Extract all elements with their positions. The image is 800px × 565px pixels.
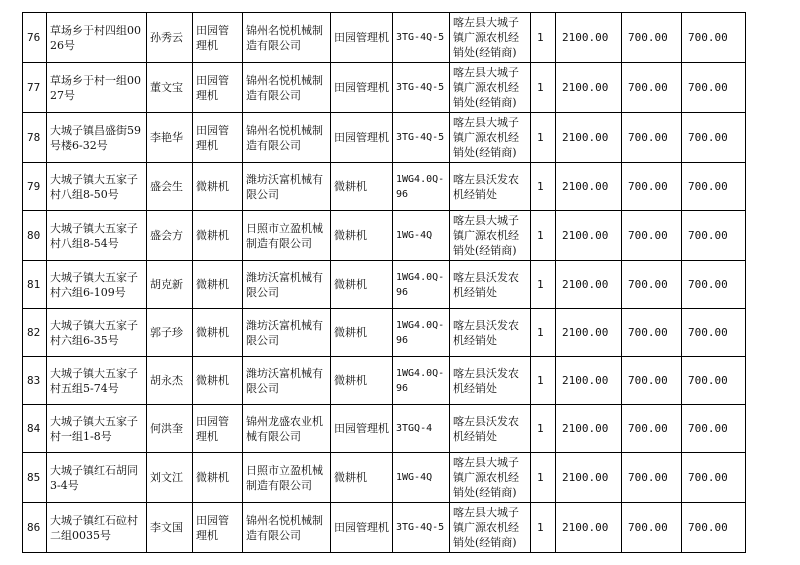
quantity-cell: 1 [531,309,556,357]
farmer-name-cell: 孙秀云 [147,13,193,63]
dealer-cell: 喀左县大城子镇广源农机经销处(经销商) [450,13,531,63]
quantity-cell: 1 [531,453,556,503]
quantity-cell: 1 [531,211,556,261]
central-subsidy-cell: 700.00 [682,309,746,357]
manufacturer-cell: 潍坊沃富机械有限公司 [243,357,331,405]
machine-type-cell: 田园管理机 [193,13,243,63]
quantity-cell: 1 [531,405,556,453]
machine-type-cell: 微耕机 [193,261,243,309]
machine-type-cell: 田园管理机 [193,503,243,553]
dealer-cell: 喀左县大城子镇广源农机经销处(经销商) [450,503,531,553]
table-row [23,163,746,211]
manufacturer-cell: 锦州名悦机械制造有限公司 [243,503,331,553]
model-cell: 3TG-4Q-5 [393,503,450,553]
table-row [23,309,746,357]
dealer-cell: 喀左县大城子镇广源农机经销处(经销商) [450,63,531,113]
central-subsidy-cell: 700.00 [682,211,746,261]
subsidy-amount-cell: 700.00 [622,503,682,553]
row-number-cell: 82 [23,309,47,357]
farmer-name-cell: 胡永杰 [147,357,193,405]
dealer-cell: 喀左县大城子镇广源农机经销处(经销商) [450,211,531,261]
quantity-cell: 1 [531,113,556,163]
manufacturer-cell: 锦州龙盛农业机械有限公司 [243,405,331,453]
quantity-cell: 1 [531,13,556,63]
model-cell: 3TG-4Q-5 [393,63,450,113]
machine-type-cell: 微耕机 [193,357,243,405]
address-cell: 大城子镇大五家子村五组5-74号 [47,357,147,405]
manufacturer-cell: 锦州名悦机械制造有限公司 [243,13,331,63]
model-cell: 1WG4.0Q-96 [393,261,450,309]
dealer-cell: 喀左县大城子镇广源农机经销处(经销商) [450,113,531,163]
subsidy-table [22,12,746,553]
row-number-cell: 78 [23,113,47,163]
dealer-cell: 喀左县大城子镇广源农机经销处(经销商) [450,453,531,503]
subsidy-amount-cell: 700.00 [622,357,682,405]
sale-price-cell: 2100.00 [556,163,622,211]
subsidy-amount-cell: 700.00 [622,63,682,113]
farmer-name-cell: 刘文江 [147,453,193,503]
row-number-cell: 83 [23,357,47,405]
manufacturer-cell: 日照市立盈机械制造有限公司 [243,211,331,261]
sale-price-cell: 2100.00 [556,503,622,553]
farmer-name-cell: 董文宝 [147,63,193,113]
table-row [23,453,746,503]
central-subsidy-cell: 700.00 [682,357,746,405]
row-number-cell: 85 [23,453,47,503]
manufacturer-cell: 日照市立盈机械制造有限公司 [243,453,331,503]
machine-type-cell: 田园管理机 [193,405,243,453]
table-body [23,13,746,553]
model-cell: 1WG4.0Q-96 [393,163,450,211]
subsidy-amount-cell: 700.00 [622,453,682,503]
machine-name-cell: 微耕机 [331,309,393,357]
model-cell: 1WG-4Q [393,453,450,503]
machine-name-cell: 田园管理机 [331,405,393,453]
table-row [23,405,746,453]
table-row [23,357,746,405]
table-row [23,13,746,63]
machine-type-cell: 微耕机 [193,453,243,503]
dealer-cell: 喀左县沃发农机经销处 [450,261,531,309]
machine-type-cell: 田园管理机 [193,63,243,113]
sale-price-cell: 2100.00 [556,261,622,309]
machine-name-cell: 田园管理机 [331,63,393,113]
machine-type-cell: 田园管理机 [193,113,243,163]
subsidy-amount-cell: 700.00 [622,405,682,453]
machine-name-cell: 微耕机 [331,261,393,309]
subsidy-amount-cell: 700.00 [622,211,682,261]
farmer-name-cell: 胡克新 [147,261,193,309]
farmer-name-cell: 何洪奎 [147,405,193,453]
dealer-cell: 喀左县沃发农机经销处 [450,309,531,357]
quantity-cell: 1 [531,261,556,309]
table-row [23,113,746,163]
central-subsidy-cell: 700.00 [682,405,746,453]
sale-price-cell: 2100.00 [556,63,622,113]
central-subsidy-cell: 700.00 [682,503,746,553]
address-cell: 大城子镇大五家子村八组8-54号 [47,211,147,261]
central-subsidy-cell: 700.00 [682,113,746,163]
quantity-cell: 1 [531,357,556,405]
row-number-cell: 81 [23,261,47,309]
address-cell: 大城子镇大五家子村六组6-109号 [47,261,147,309]
machine-name-cell: 微耕机 [331,453,393,503]
subsidy-list-sheet [22,12,746,553]
row-number-cell: 79 [23,163,47,211]
machine-type-cell: 微耕机 [193,211,243,261]
address-cell: 大城子镇昌盛街59号楼6-32号 [47,113,147,163]
row-number-cell: 80 [23,211,47,261]
farmer-name-cell: 李文国 [147,503,193,553]
machine-name-cell: 微耕机 [331,163,393,211]
address-cell: 大城子镇红石胡同3-4号 [47,453,147,503]
address-cell: 大城子镇大五家子村八组8-50号 [47,163,147,211]
central-subsidy-cell: 700.00 [682,63,746,113]
dealer-cell: 喀左县沃发农机经销处 [450,163,531,211]
address-cell: 草场乡于村四组0026号 [47,13,147,63]
sale-price-cell: 2100.00 [556,405,622,453]
machine-name-cell: 田园管理机 [331,13,393,63]
table-row [23,63,746,113]
manufacturer-cell: 锦州名悦机械制造有限公司 [243,113,331,163]
row-number-cell: 76 [23,13,47,63]
address-cell: 草场乡于村一组0027号 [47,63,147,113]
sale-price-cell: 2100.00 [556,113,622,163]
central-subsidy-cell: 700.00 [682,13,746,63]
machine-type-cell: 微耕机 [193,309,243,357]
machine-name-cell: 微耕机 [331,357,393,405]
central-subsidy-cell: 700.00 [682,453,746,503]
central-subsidy-cell: 700.00 [682,261,746,309]
dealer-cell: 喀左县沃发农机经销处 [450,405,531,453]
central-subsidy-cell: 700.00 [682,163,746,211]
sale-price-cell: 2100.00 [556,357,622,405]
row-number-cell: 77 [23,63,47,113]
sale-price-cell: 2100.00 [556,13,622,63]
manufacturer-cell: 潍坊沃富机械有限公司 [243,309,331,357]
farmer-name-cell: 李艳华 [147,113,193,163]
model-cell: 3TG-4Q-5 [393,13,450,63]
machine-name-cell: 田园管理机 [331,503,393,553]
farmer-name-cell: 盛会方 [147,211,193,261]
subsidy-amount-cell: 700.00 [622,261,682,309]
sale-price-cell: 2100.00 [556,309,622,357]
quantity-cell: 1 [531,503,556,553]
machine-name-cell: 微耕机 [331,211,393,261]
model-cell: 1WG-4Q [393,211,450,261]
model-cell: 1WG4.0Q-96 [393,309,450,357]
row-number-cell: 86 [23,503,47,553]
farmer-name-cell: 盛会生 [147,163,193,211]
manufacturer-cell: 潍坊沃富机械有限公司 [243,261,331,309]
dealer-cell: 喀左县沃发农机经销处 [450,357,531,405]
table-row [23,211,746,261]
machine-name-cell: 田园管理机 [331,113,393,163]
sale-price-cell: 2100.00 [556,453,622,503]
subsidy-amount-cell: 700.00 [622,13,682,63]
table-row [23,261,746,309]
quantity-cell: 1 [531,163,556,211]
address-cell: 大城子镇大五家子村六组6-35号 [47,309,147,357]
sale-price-cell: 2100.00 [556,211,622,261]
manufacturer-cell: 锦州名悦机械制造有限公司 [243,63,331,113]
manufacturer-cell: 潍坊沃富机械有限公司 [243,163,331,211]
address-cell: 大城子镇红石砬村二组0035号 [47,503,147,553]
model-cell: 3TG-4Q-5 [393,113,450,163]
farmer-name-cell: 郭子珍 [147,309,193,357]
model-cell: 1WG4.0Q-96 [393,357,450,405]
model-cell: 3TGQ-4 [393,405,450,453]
subsidy-amount-cell: 700.00 [622,113,682,163]
quantity-cell: 1 [531,63,556,113]
table-row [23,503,746,553]
row-number-cell: 84 [23,405,47,453]
subsidy-amount-cell: 700.00 [622,163,682,211]
subsidy-amount-cell: 700.00 [622,309,682,357]
address-cell: 大城子镇大五家子村一组1-8号 [47,405,147,453]
machine-type-cell: 微耕机 [193,163,243,211]
